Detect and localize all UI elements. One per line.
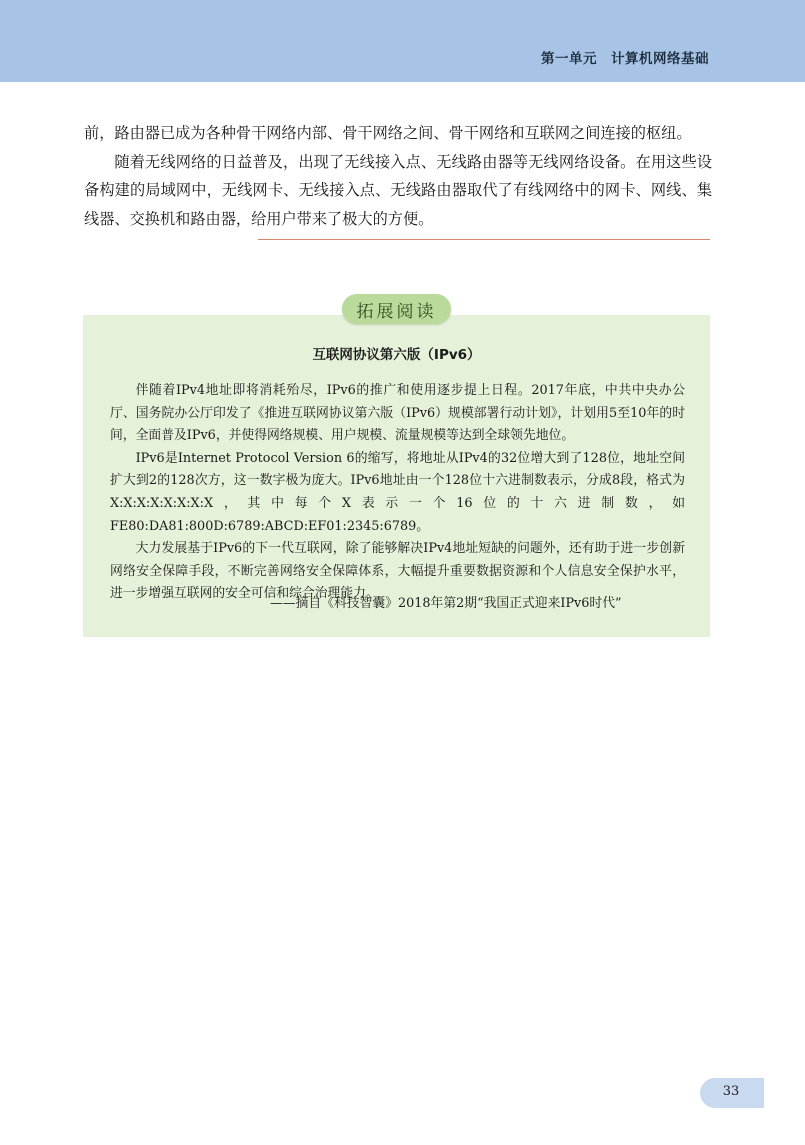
- section-divider: [258, 239, 710, 240]
- article-paragraph: 伴随着IPv4地址即将消耗殆尽，IPv6的推广和使用逐步提上日程。2017年底，中共中央办公厅、国务院办公厅印发了《推进互联网协议第六版（IPv6）规模部署行动计划》，计划用5至10年的时间，全面普及IPv6，并使得网络规模、用户规模、流量规模等达到全球领先地位。: [110, 383, 685, 444]
- article-paragraph: IPv6是Internet Protocol Version 6的缩写，将地址从IPv4的32位增大到了128位，地址空间扩大到2的128次方，这一数字极为庞大。IPv6地址由一个128位十六进制数表示，分成8段，格式为X:X:X:X:X:X:X:X，其中每个X表示一个16位的十六进制数，如FE80:DA81:800D:6789:ABCD:EF01:2345:6789。: [110, 450, 685, 534]
- article-body: [110, 380, 685, 606]
- body-paragraph: 前，路由器已成为各种骨干网络内部、骨干网络之间、骨干网络和互联网之间连接的枢纽。: [84, 124, 692, 142]
- article-paragraph: 大力发展基于IPv6的下一代互联网，除了能够解决IPv4地址短缺的问题外，还有助于进一步创新网络安全保障手段，不断完善网络安全保障体系，大幅提升重要数据资源和个人信息安全保护水平，进一步增强互联网的安全可信和综合治理能力。: [110, 541, 685, 602]
- header-band: [0, 0, 805, 82]
- body-text: [84, 119, 712, 233]
- chapter-title: 第一单元 计算机网络基础: [541, 51, 709, 67]
- page-number: 33: [722, 1084, 740, 1099]
- article-title: 互联网协议第六版（IPv6）: [312, 347, 481, 363]
- body-paragraph: 随着无线网络的日益普及，出现了无线接入点、无线路由器等无线网络设备。在用这些设备构建的局域网中，无线网卡、无线接入点、无线路由器取代了有线网络中的网卡、网线、集线器、交换机和路由器，给用户带来了极大的方便。: [84, 152, 712, 228]
- article-source: ——摘自《科技智囊》2018年第2期“我国正式迎来IPv6时代”: [270, 596, 622, 611]
- extended-reading-tag: 拓展阅读: [342, 294, 451, 324]
